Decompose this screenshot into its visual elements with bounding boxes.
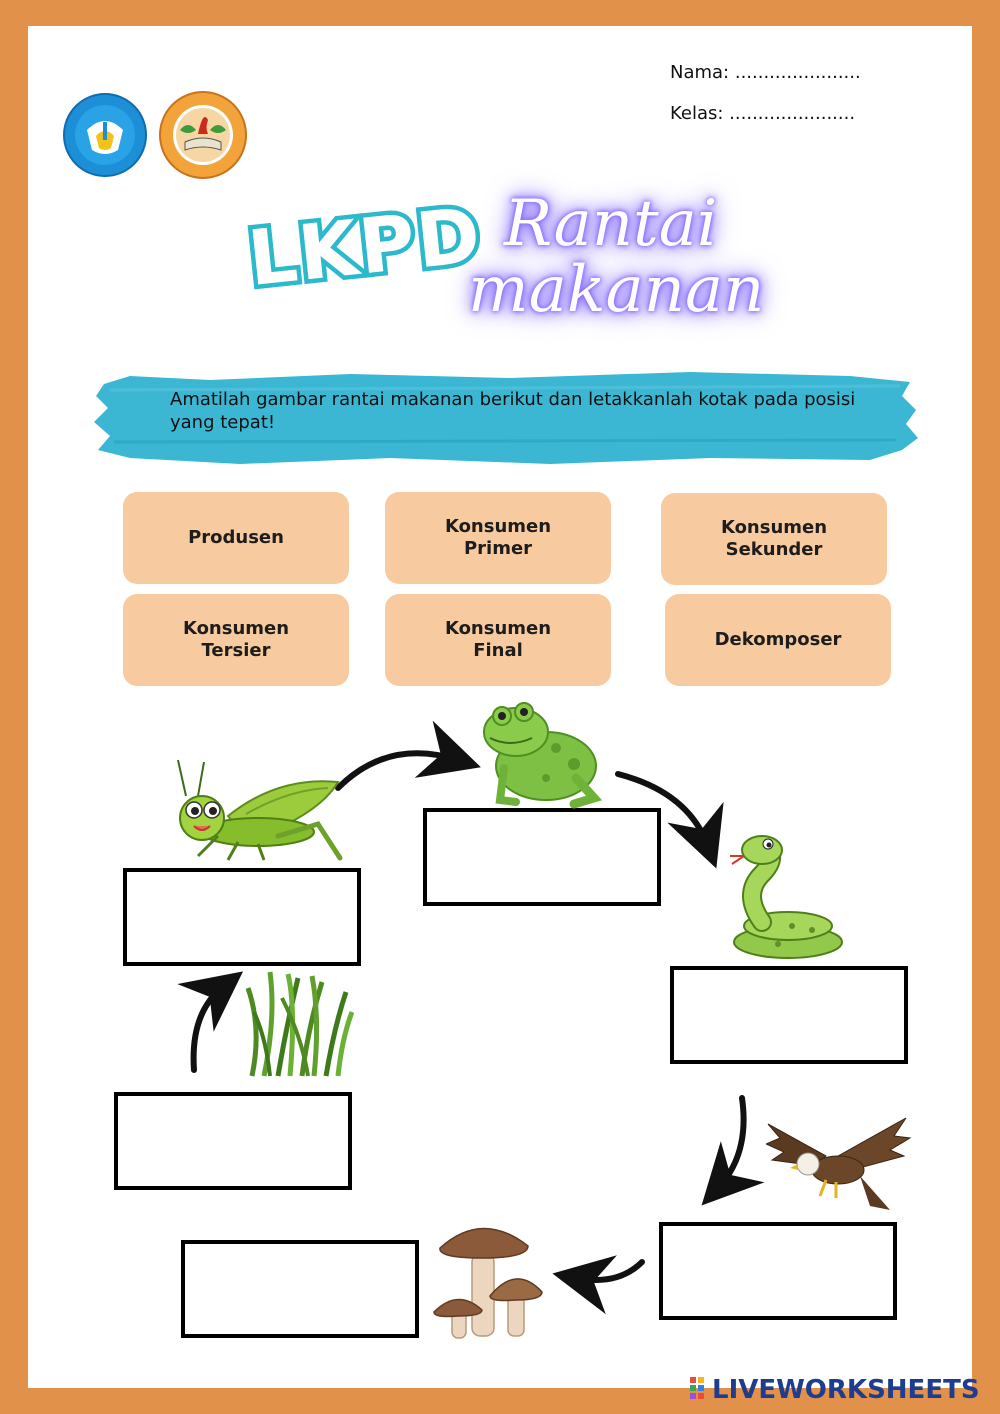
snake-icon <box>722 834 848 964</box>
kelas-field-label: Kelas: ...................... <box>670 103 856 124</box>
worksheet-page <box>28 26 972 1388</box>
arrow-grasshopper-to-frog <box>338 753 458 788</box>
arrow-snake-to-eagle <box>718 1098 744 1188</box>
liveworksheets-brand <box>690 1374 980 1406</box>
instruction-text: Amatilah gambar rantai makanan berikut dan letakkanlah kotak pada posisi yang tepat! <box>170 389 856 433</box>
grass-icon <box>242 968 354 1078</box>
tile-label: Produsen <box>188 527 284 548</box>
arrow-grass-to-grasshopper <box>194 986 224 1070</box>
title-makanan: makanan <box>468 253 765 327</box>
tile-label: Konsumen Sekunder <box>720 517 828 560</box>
nama-field-label: Nama: ...................... <box>670 62 861 83</box>
frog-icon <box>476 698 606 810</box>
tile-label: Konsumen Final <box>444 618 552 661</box>
lkpd-title: LKPD <box>243 190 487 303</box>
arrow-eagle-to-mushroom <box>576 1262 642 1280</box>
mushroom-icon <box>432 1218 544 1340</box>
tile-label: Dekomposer <box>714 629 842 650</box>
arrow-frog-to-snake <box>618 774 708 846</box>
brand-text: LIVEWORKSHEETS <box>712 1375 980 1405</box>
eagle-icon <box>766 1116 912 1212</box>
tile-label: Konsumen Primer <box>444 516 552 559</box>
grasshopper-icon <box>168 756 348 866</box>
tile-label: Konsumen Tersier <box>182 618 290 661</box>
liveworksheets-logo-icon <box>690 1377 712 1403</box>
title-rantai: Rantai <box>504 187 718 261</box>
